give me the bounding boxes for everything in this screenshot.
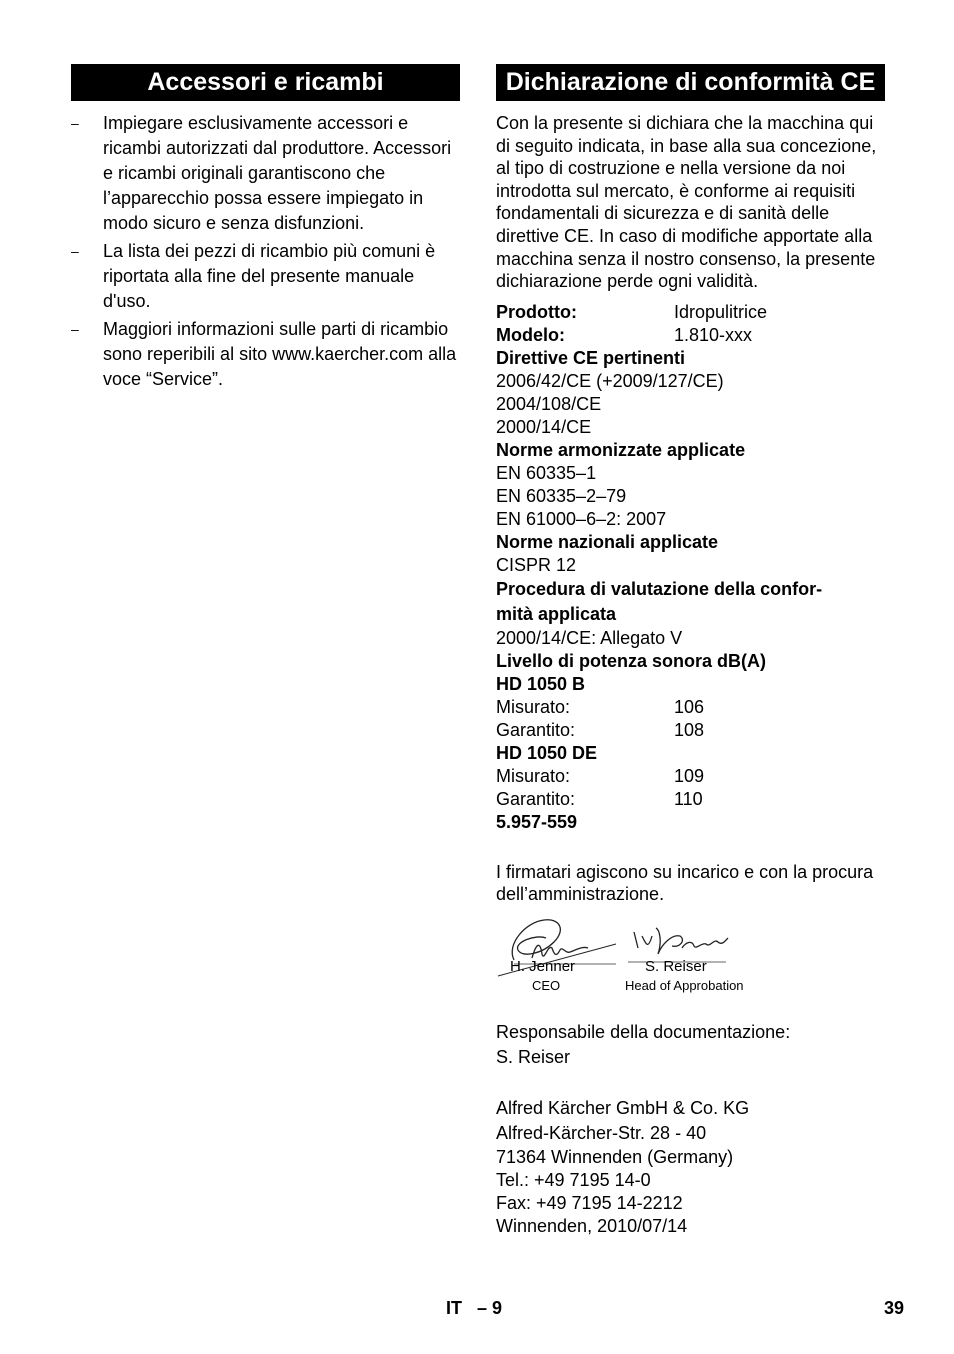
guaranteed-value: 108 [674, 719, 705, 740]
declaration-details [496, 301, 885, 1238]
list-item [71, 239, 460, 314]
directive-item: 2004/108/CE [496, 393, 602, 414]
procedure-title-line2: mità applicata [496, 603, 617, 624]
measured-row [496, 696, 885, 719]
guaranteed-label: Garantito: [496, 788, 576, 809]
doc-responsible-label: Responsabile della documentazione: [496, 1021, 791, 1042]
directive-item: 2000/14/CE [496, 416, 592, 437]
dash-bullet: – [71, 321, 79, 337]
sound-title: Livello di potenza sonora dB(A) [496, 650, 767, 671]
procedure-title-line1: Procedura di valutazione della confor- [496, 578, 823, 599]
place-date: Winnenden, 2010/07/14 [496, 1215, 688, 1236]
dash-bullet: – [71, 243, 79, 259]
signer1-name: H. Jenner [510, 957, 576, 975]
signer2-role: Head of Approbation [625, 977, 744, 993]
harmonized-item: EN 61000–6–2: 2007 [496, 508, 667, 529]
measured-label: Misurato: [496, 696, 571, 717]
signature-block [496, 914, 885, 1002]
model-value: 1.810-xxx [674, 324, 753, 345]
signer2-name: S. Reiser [645, 957, 707, 975]
dash-bullet: – [71, 115, 79, 131]
list-item-text: Impiegare esclusivamente accessori e ricambi autorizzati dal produttore. Accessori e ricambi originali garantiscono che l’apparecchio possa essere impiegato in modo sicuro e senza disfunzioni. [103, 113, 452, 233]
model-name: HD 1050 DE [496, 742, 598, 763]
guaranteed-row [496, 788, 885, 811]
guaranteed-row [496, 719, 885, 742]
guaranteed-label: Garantito: [496, 719, 576, 740]
harmonized-item: EN 60335–2–79 [496, 485, 627, 506]
page-number: 39 [884, 1298, 905, 1318]
company-fax: Fax: +49 7195 14-2212 [496, 1192, 683, 1213]
declaration-intro: Con la presente si dichiara che la macchina qui di seguito indicata, in base alla sua concezione, al tipo di costruzione e nella versione da noi introdotta sul mercato, è conforme ai requisiti fondamentali di sicurezza e di sanità delle direttive CE. In caso di modifiche apportate alla macchina senza il nostro consenso, la presente dichiarazione perde ogni validità. [496, 113, 877, 292]
model-row [496, 324, 885, 347]
company-city: 71364 Winnenden (Germany) [496, 1146, 734, 1167]
signer1-role: CEO [532, 977, 561, 993]
list-item [71, 317, 460, 392]
list-item [71, 111, 460, 236]
company-tel: Tel.: +49 7195 14-0 [496, 1169, 651, 1190]
national-title: Norme nazionali applicate [496, 531, 719, 552]
product-label: Prodotto: [496, 301, 577, 322]
document-number: 5.957-559 [496, 811, 578, 832]
product-row [496, 301, 885, 324]
accessories-list [71, 111, 460, 392]
model-label: Modelo: [496, 324, 565, 345]
signatories-text: I firmatari agiscono su incarico e con la procura dell’amministrazione. [496, 861, 874, 905]
left-column [71, 64, 460, 395]
measured-value: 106 [674, 696, 705, 717]
footer-lang-page: IT – 9 [446, 1298, 503, 1318]
product-value: Idropulitrice [674, 301, 768, 322]
company-name: Alfred Kärcher GmbH & Co. KG [496, 1097, 750, 1118]
measured-row [496, 765, 885, 788]
national-item: CISPR 12 [496, 554, 577, 575]
right-column [496, 64, 885, 1238]
list-item-text: Maggiori informazioni sulle parti di ricambio sono reperibili al sito www.kaercher.com alla voce “Service”. [103, 319, 457, 389]
measured-label: Misurato: [496, 765, 571, 786]
harmonized-item: EN 60335–1 [496, 462, 597, 483]
harmonized-title: Norme armonizzate applicate [496, 439, 746, 460]
company-street: Alfred-Kärcher-Str. 28 - 40 [496, 1122, 707, 1143]
section-heading-declaration: Dichiarazione di conformità CE [496, 64, 885, 101]
section-heading-accessories: Accessori e ricambi [71, 64, 460, 101]
directives-title: Direttive CE pertinenti [496, 347, 686, 368]
directive-item: 2006/42/CE (+2009/127/CE) [496, 370, 724, 391]
list-item-text: La lista dei pezzi di ricambio più comuni è riportata alla fine del presente manuale d'uso. [103, 241, 436, 311]
measured-value: 109 [674, 765, 705, 786]
procedure-value: 2000/14/CE: Allegato V [496, 627, 683, 648]
guaranteed-value: 110 [674, 788, 703, 809]
model-name: HD 1050 B [496, 673, 586, 694]
doc-responsible-name: S. Reiser [496, 1046, 571, 1067]
